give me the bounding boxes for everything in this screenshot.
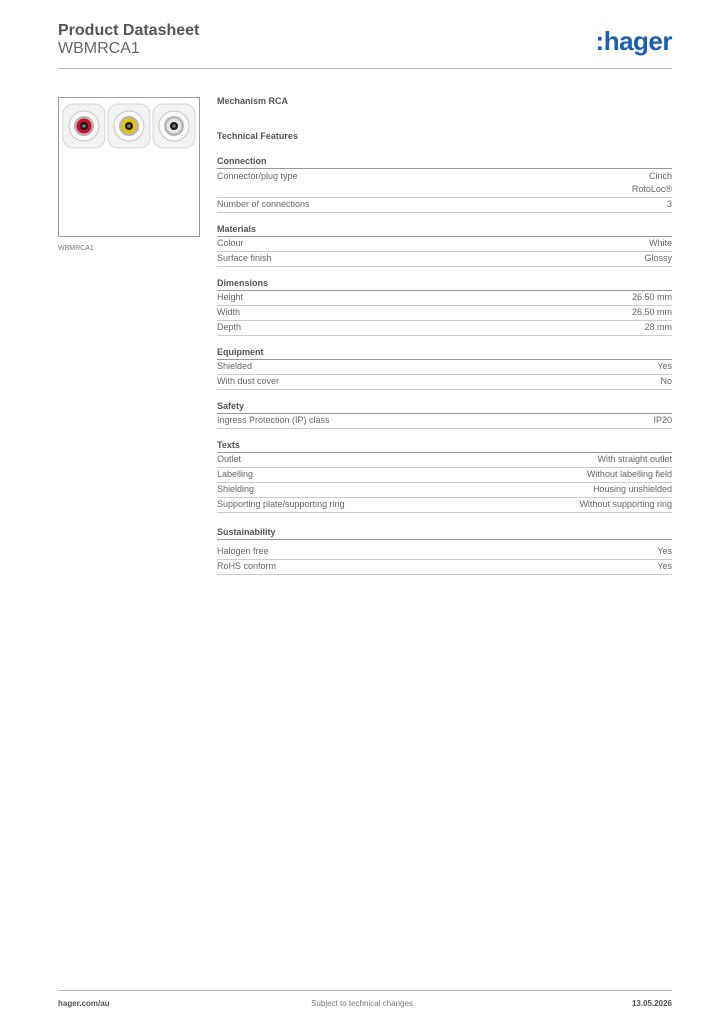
spec-value: Yes	[657, 561, 672, 571]
spec-value: Without supporting ring	[579, 499, 672, 509]
section-equipment	[217, 347, 672, 390]
spec-value: With straight outlet	[597, 454, 672, 464]
spec-value: 3	[666, 199, 672, 209]
spec-label: Width	[217, 307, 241, 317]
spec-label: Height	[217, 292, 244, 302]
spec-label: Supporting plate/supporting ring	[217, 499, 345, 509]
spec-row	[217, 414, 672, 429]
spec-label: RoHS conform	[217, 561, 277, 571]
spec-row	[217, 252, 672, 267]
spec-value: Cinch RotoLoc®	[631, 170, 672, 194]
section-title: Safety	[217, 401, 672, 414]
spec-label: Shielded	[217, 361, 253, 371]
spec-row	[217, 306, 672, 321]
spec-value: White	[648, 238, 672, 248]
section-title: Texts	[217, 440, 672, 453]
spec-row	[217, 237, 672, 252]
spec-label: Shielding	[217, 484, 255, 494]
section-title: Equipment	[217, 347, 672, 360]
spec-row	[217, 453, 672, 468]
spec-row	[217, 560, 672, 575]
features-title: Technical Features	[217, 131, 298, 141]
footer-date: 13.05.2026	[631, 999, 672, 1008]
page-title: Product Datasheet	[58, 22, 200, 39]
spec-row	[217, 169, 672, 198]
technical-content	[217, 96, 672, 575]
spec-row	[217, 483, 672, 498]
image-caption: WBMRCA1	[58, 245, 94, 252]
section-title: Dimensions	[217, 278, 672, 291]
spec-value: IP20	[653, 415, 672, 425]
product-code: WBMRCA1	[58, 40, 140, 57]
section-dimensions	[217, 278, 672, 336]
footer-website-link[interactable]: hager.com/au	[58, 999, 110, 1008]
header	[58, 22, 199, 58]
section-safety	[217, 401, 672, 429]
spec-row	[217, 360, 672, 375]
feature-sections	[217, 156, 672, 575]
spec-label: Labelling	[217, 469, 254, 479]
section-title: Connection	[217, 156, 672, 169]
rca-connector	[63, 104, 105, 148]
spec-label: Halogen free	[217, 546, 269, 556]
spec-row	[217, 321, 672, 336]
spec-row	[217, 375, 672, 390]
section-title: Sustainability	[217, 527, 672, 540]
spec-value: Without labelling field	[586, 469, 672, 479]
product-name: Mechanism RCA	[217, 96, 289, 106]
section-sustainability	[217, 527, 672, 575]
spec-value: Housing unshielded	[592, 484, 672, 494]
spec-value: 26.50 mm	[631, 307, 672, 317]
footer-divider	[58, 990, 672, 991]
spec-label: Ingress Protection (IP) class	[217, 415, 330, 425]
spec-label: Connector/plug type	[217, 170, 298, 181]
spec-value: 26.50 mm	[631, 292, 672, 302]
spec-value: Glossy	[644, 253, 672, 263]
spec-label: Colour	[217, 238, 244, 248]
spec-label: Surface finish	[217, 253, 272, 263]
spec-row	[217, 545, 672, 560]
product-image	[58, 97, 200, 237]
section-materials	[217, 224, 672, 267]
spec-row	[217, 468, 672, 483]
spec-label: Number of connections	[217, 199, 310, 209]
header-divider	[58, 68, 672, 69]
section-connection	[217, 156, 672, 213]
hager-logo[interactable]: :hager	[595, 26, 672, 56]
footer-disclaimer: Subject to technical changes	[311, 999, 413, 1008]
section-texts	[217, 440, 672, 513]
rca-connectors-illustration	[59, 98, 199, 236]
spec-row	[217, 198, 672, 213]
spec-row	[217, 291, 672, 306]
rca-connector	[153, 104, 195, 148]
spec-value: 28 mm	[644, 322, 672, 332]
spec-value: Yes	[657, 361, 672, 371]
spec-value: No	[660, 376, 672, 386]
spec-label: Outlet	[217, 454, 242, 464]
spec-value: Yes	[657, 546, 672, 556]
spec-label: With dust cover	[217, 376, 280, 386]
section-title: Materials	[217, 224, 672, 237]
spec-label: Depth	[217, 322, 242, 332]
spec-row	[217, 498, 672, 513]
rca-connector	[108, 104, 150, 148]
